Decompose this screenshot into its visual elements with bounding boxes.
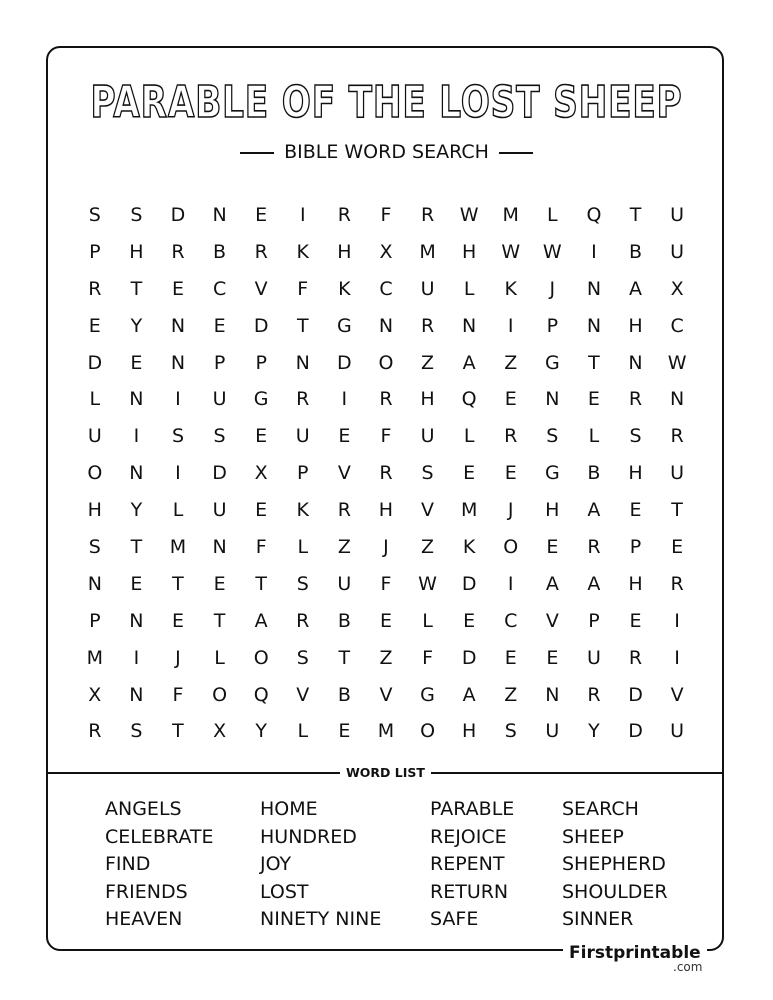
grid-letter: E [629,499,642,522]
grid-letter: D [337,351,352,374]
grid-letter: K [462,536,476,559]
grid-row [74,272,699,309]
grid-letter: N [129,609,144,632]
grid-letter: R [88,277,102,300]
grid-letter: H [378,499,394,522]
grid-letter: V [254,277,268,300]
grid-letter: E [171,277,184,300]
grid-letter: N [170,351,186,374]
word-item: SHOULDER [562,880,668,903]
grid-letter: V [545,609,559,632]
subtitle-right-rule [499,152,533,154]
grid-letter: U [212,499,227,522]
grid-letter: T [130,277,143,300]
grid-letter: H [420,388,435,411]
grid-letter: L [172,499,184,522]
grid-letter: F [172,683,184,706]
grid-letter: K [338,277,351,300]
grid-letter: T [629,204,642,226]
grid-letter: E [379,609,392,632]
grid-letter: N [129,462,144,485]
grid-letter: C [670,314,684,337]
grid-letter: R [337,499,351,522]
grid-letter: N [378,314,394,337]
grid-row [74,456,699,493]
grid-letter: R [670,425,684,448]
grid-letter: U [295,425,310,448]
grid-letter: N [129,683,144,706]
grid-letter: D [253,314,269,337]
grid-letter: F [297,277,309,300]
grid-letter: R [379,462,393,485]
grid-letter: E [671,536,684,559]
grid-letter: R [171,240,185,263]
grid-letter: S [546,425,559,448]
grid-letter: R [337,204,351,226]
grid-letter: D [87,351,103,374]
word-search-grid [74,198,699,751]
grid-letter: R [88,720,102,743]
grid-letter: D [212,462,227,485]
grid-letter: X [670,277,684,300]
grid-letter: E [171,609,184,632]
grid-letter: V [379,683,393,706]
grid-row [74,235,699,272]
grid-letter: T [213,609,226,632]
grid-letter: U [545,720,560,743]
grid-letter: R [296,388,310,411]
grid-letter: I [299,204,306,226]
grid-row [74,641,699,678]
grid-letter: E [546,646,559,669]
grid-letter: H [628,314,643,337]
grid-letter: S [130,720,143,743]
grid-letter: N [670,388,685,411]
grid-letter: T [671,499,683,522]
grid-letter: S [296,646,309,669]
grid-letter: L [297,536,309,559]
grid-letter: E [338,425,351,448]
grid-letter: M [86,646,103,669]
grid-letter: N [545,388,560,411]
grid-letter: N [586,277,602,300]
grid-row [74,346,699,383]
grid-letter: O [212,683,228,706]
grid-letter: U [670,720,685,743]
grid-row [74,604,699,641]
grid-letter: V [421,499,435,522]
grid-letter: C [379,277,393,300]
grid-row [74,382,699,419]
grid-letter: D [628,683,643,706]
grid-letter: L [588,425,600,448]
grid-letter: N [170,314,186,337]
grid-letter: C [504,609,518,632]
grid-letter: Y [255,720,267,743]
word-item: FRIENDS [105,880,188,903]
grid-letter: W [501,240,521,263]
word-item: SAFE [430,908,479,930]
grid-letter: T [296,314,309,337]
grid-letter: P [89,609,101,632]
grid-letter: H [461,720,477,743]
grid-letter: S [504,720,517,743]
grid-letter: J [507,499,514,522]
word-item: REPENT [430,853,505,875]
word-item: SINNER [562,908,634,930]
grid-letter: B [587,462,601,485]
grid-letter: E [130,351,143,374]
grid-letter: N [212,536,227,559]
word-item: SHEPHERD [562,853,666,875]
grid-letter: U [420,425,435,448]
grid-letter: R [587,536,601,559]
grid-letter: A [462,351,476,374]
grid-letter: V [337,462,351,485]
word-list-column-2 [260,796,381,934]
grid-letter: Q [461,388,477,411]
grid-letter: P [213,351,226,374]
grid-letter: U [212,388,227,411]
grid-letter: N [545,683,560,706]
grid-letter: W [418,572,437,595]
grid-letter: Y [588,720,600,743]
word-item: JOY [260,853,292,875]
grid-letter: F [422,646,434,669]
grid-letter: A [545,572,559,595]
word-item: RETURN [430,880,509,903]
grid-letter: J [549,277,556,300]
subtitle-left-rule [240,152,274,154]
grid-letter: K [296,240,309,263]
grid-letter: L [422,609,433,632]
grid-letter: R [587,683,601,706]
grid-letter: N [462,314,477,337]
grid-row [74,530,699,567]
grid-letter: M [377,720,395,743]
grid-letter: N [212,204,227,226]
grid-letter: M [169,536,187,559]
grid-letter: G [420,683,435,706]
grid-letter: E [463,462,476,485]
grid-letter: W [542,240,562,263]
grid-letter: O [503,536,519,559]
grid-row [74,678,699,715]
grid-letter: V [670,683,684,706]
grid-letter: B [337,683,351,706]
grid-letter: S [421,462,434,485]
grid-letter: O [378,351,394,374]
grid-letter: T [172,720,184,743]
word-list-column-4 [562,796,668,934]
grid-letter: D [628,720,643,743]
word-item: HEAVEN [105,908,183,930]
grid-letter: B [337,609,351,632]
grid-letter: L [89,388,101,411]
grid-letter: L [297,720,309,743]
grid-letter: R [296,609,310,632]
grid-letter: P [546,314,559,337]
grid-letter: S [88,536,101,559]
grid-letter: F [380,425,392,448]
grid-letter: R [420,204,435,226]
grid-letter: A [587,499,601,522]
grid-letter: Z [504,351,518,374]
grid-letter: N [586,314,602,337]
grid-letter: U [670,204,685,226]
page-subtitle [0,139,773,165]
grid-letter: I [674,646,680,669]
grid-letter: E [338,720,351,743]
grid-letter: Z [337,536,351,559]
grid-letter: Q [586,204,602,226]
grid-letter: E [587,388,600,411]
grid-row [74,198,699,235]
grid-letter: L [547,204,558,226]
grid-letter: H [628,462,643,485]
word-item: ANGELS [105,798,182,820]
grid-letter: J [383,536,389,559]
grid-letter: R [628,388,643,411]
grid-letter: E [504,462,517,485]
grid-letter: X [88,683,102,706]
grid-letter: N [129,388,144,411]
grid-letter: T [255,572,267,595]
word-item: PARABLE [430,798,515,820]
grid-letter: A [629,277,643,300]
grid-letter: E [504,646,517,669]
grid-letter: E [130,572,143,595]
grid-letter: O [420,720,436,743]
grid-letter: R [379,388,393,411]
grid-letter: Y [130,499,143,522]
grid-letter: P [588,609,600,632]
grid-letter: H [337,240,352,263]
grid-letter: H [129,240,144,263]
grid-letter: U [87,425,102,448]
grid-letter: W [667,351,687,374]
grid-letter: G [544,462,560,485]
grid-letter: P [297,462,309,485]
grid-letter: D [461,646,477,669]
word-item: CELEBRATE [105,825,214,848]
grid-letter: A [254,609,268,632]
grid-letter: T [588,351,600,374]
grid-letter: E [88,314,101,337]
grid-letter: I [133,646,140,669]
word-list-column-1 [105,796,213,934]
grid-letter: N [87,572,102,595]
grid-letter: Z [421,351,435,374]
grid-letter: U [586,646,601,669]
grid-letter: S [629,425,642,448]
grid-letter: D [461,572,477,595]
grid-letter: K [296,499,309,522]
grid-letter: H [461,240,477,263]
word-item: REJOICE [430,825,507,848]
grid-letter: Q [253,683,269,706]
grid-letter: F [380,572,392,595]
grid-letter: U [420,277,435,300]
grid-letter: M [460,499,478,522]
grid-letter: T [338,646,351,669]
grid-letter: H [545,499,560,522]
grid-letter: L [463,425,475,448]
grid-letter: P [255,351,267,374]
grid-letter: E [463,609,476,632]
grid-letter: V [296,683,310,706]
grid-letter: U [670,462,685,485]
word-list-column-3 [430,796,514,934]
grid-letter: Z [379,646,393,669]
grid-letter: R [504,425,518,448]
grid-letter: H [87,499,102,522]
grid-letter: I [591,240,597,263]
grid-letter: A [462,683,476,706]
grid-letter: X [379,240,393,263]
grid-letter: T [130,536,143,559]
word-item: SHEEP [562,825,624,848]
grid-letter: B [628,240,643,263]
grid-letter: A [587,572,601,595]
grid-letter: E [255,499,268,522]
subtitle-text: BIBLE WORD SEARCH [284,141,489,163]
grid-letter: I [341,388,348,411]
grid-letter: E [213,572,226,595]
grid-letter: E [255,425,268,448]
grid-letter: X [254,462,268,485]
grid-letter: E [629,609,642,632]
grid-letter: D [170,204,186,226]
word-item: NINETY NINE [260,908,382,930]
grid-letter: P [629,536,642,559]
grid-letter: S [213,425,226,448]
word-list-label: WORD LIST [340,764,431,782]
grid-letter: B [213,240,227,263]
grid-letter: Y [130,314,143,337]
grid-letter: F [380,204,392,226]
grid-row [74,567,699,604]
grid-row [74,419,699,456]
grid-letter: G [253,388,269,411]
grid-letter: I [674,609,680,632]
grid-letter: S [88,204,101,226]
grid-letter: T [172,572,184,595]
grid-letter: E [255,204,268,226]
grid-letter: G [336,314,352,337]
grid-letter: U [337,572,352,595]
grid-letter: I [133,425,140,448]
grid-letter: F [255,536,267,559]
grid-letter: M [419,240,436,263]
grid-letter: S [130,204,143,226]
grid-letter: N [295,351,310,374]
grid-letter: E [504,388,517,411]
grid-letter: C [212,277,227,300]
grid-letter: X [213,720,227,743]
grid-letter: L [463,277,475,300]
grid-letter: E [213,314,226,337]
word-item: HUNDRED [260,825,357,848]
grid-letter: S [171,425,185,448]
word-item: SEARCH [562,798,639,820]
word-item: HOME [260,798,318,820]
page-title: PARABLE OF THE LOST SHEEP [90,77,683,128]
grid-letter: K [504,277,517,300]
grid-letter: J [175,646,181,669]
grid-letter: R [628,646,643,669]
grid-letter: S [296,572,309,595]
grid-letter: R [254,240,268,263]
brand-suffix: .com [673,960,703,974]
grid-letter: P [89,240,101,263]
word-item: LOST [260,880,309,903]
grid-row [74,714,699,751]
grid-letter: I [175,388,181,411]
word-item: FIND [105,853,151,875]
grid-letter: R [670,572,684,595]
grid-letter: W [459,204,479,226]
grid-letter: O [253,646,269,669]
grid-letter: Z [504,683,518,706]
grid-letter: U [670,240,685,263]
grid-letter: E [546,536,559,559]
grid-letter: I [507,314,514,337]
grid-letter: N [628,351,643,374]
grid-letter: I [175,462,181,485]
grid-letter: I [507,572,514,595]
grid-letter: G [544,351,560,374]
grid-letter: O [87,462,103,485]
grid-row [74,493,699,530]
grid-letter: Z [421,536,435,559]
grid-letter: L [214,646,225,669]
grid-letter: R [420,314,435,337]
grid-letter: H [628,572,643,595]
grid-row [74,309,699,346]
brand-logo: Firstprintable [563,942,707,964]
grid-letter: M [502,204,519,226]
